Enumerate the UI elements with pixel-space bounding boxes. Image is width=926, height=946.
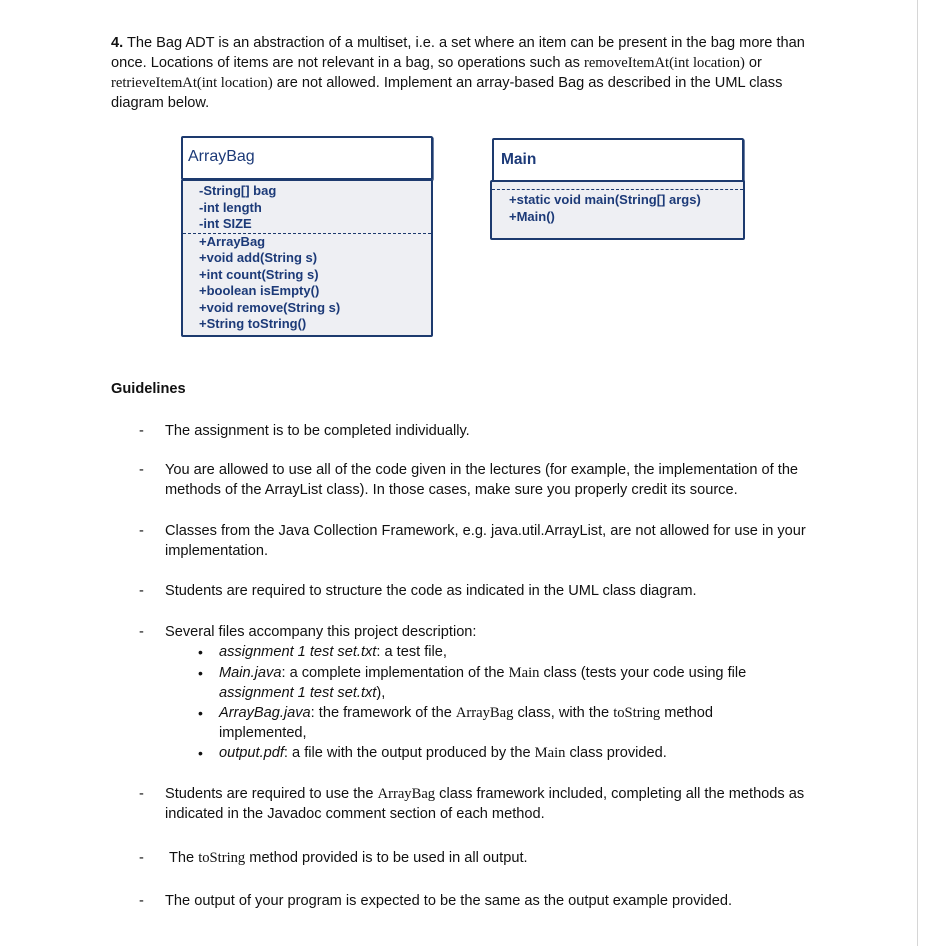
code-arraybag: ArrayBag	[455, 705, 514, 721]
uml-method: +void add(String s)	[199, 250, 318, 265]
question-number: 4.	[111, 35, 124, 51]
dash-marker: -	[139, 583, 144, 599]
guideline-text: The assignment is to be completed individually.	[165, 423, 470, 439]
file-desc: : the framework of the	[310, 705, 456, 721]
uml-arraybag-name: ArrayBag	[188, 148, 255, 165]
uml-attribute: -int SIZE	[199, 216, 252, 231]
uml-attribute: -String[] bag	[199, 183, 277, 198]
dash-marker: -	[139, 786, 144, 802]
uml-method: +ArrayBag	[199, 233, 266, 249]
uml-main-name: Main	[501, 151, 537, 168]
file-name: Main.java	[219, 665, 282, 681]
uml-arraybag-methods	[183, 234, 431, 333]
file-name: assignment 1 test set.txt	[219, 685, 377, 701]
file-name: ArrayBag.java	[219, 705, 311, 721]
question-paragraph	[111, 33, 816, 113]
uml-arraybag-attributes	[183, 183, 431, 233]
bullet-marker: •	[198, 745, 203, 761]
code-tostring: toString	[613, 705, 661, 721]
dash-marker: -	[139, 462, 144, 478]
guideline-text-part: The	[169, 850, 199, 866]
file-desc: class, with the	[513, 705, 614, 721]
uml-arraybag-body	[181, 179, 433, 337]
uml-method: +void remove(String s)	[199, 299, 341, 315]
guidelines-heading: Guidelines	[111, 381, 186, 397]
question-text-2: or	[744, 55, 762, 71]
code-retrieve-item-at: retrieveItemAt(int location)	[111, 75, 273, 91]
guideline-text: Students are required to structure the code as indicated in the UML class diagram.	[165, 583, 697, 599]
dash-marker: -	[139, 624, 144, 640]
guideline-text: Several files accompany this project description:	[165, 624, 477, 640]
uml-method: +String toString()	[199, 316, 307, 331]
uml-method: +static void main(String[] args)	[509, 192, 701, 207]
guideline-text-part: method provided is to be used in all output.	[245, 850, 528, 866]
file-name: output.pdf	[219, 745, 284, 761]
bullet-marker: •	[198, 644, 203, 660]
file-desc: ),	[376, 685, 386, 701]
bullet-marker: •	[198, 705, 203, 721]
uml-method: +boolean isEmpty()	[199, 283, 320, 298]
guideline-text-part: Students are required to use the	[165, 786, 378, 802]
code-arraybag: ArrayBag	[377, 786, 436, 802]
file-desc: : a test file,	[376, 644, 447, 660]
guideline-text: You are allowed to use all of the code given in the lectures (for example, the implementation of the methods of the ArrayList class). In those cases, make sure you properly credit its source.	[165, 462, 799, 498]
file-desc: : a complete implementation of the	[281, 665, 509, 681]
code-tostring: toString	[198, 850, 246, 866]
guideline-text: The output of your program is expected to be the same as the output example provided.	[165, 893, 733, 909]
uml-method: +Main()	[509, 208, 555, 224]
dash-marker: -	[139, 850, 144, 866]
question-text-1: The Bag ADT is an abstraction of a multiset, i.e. a set where an item can be present in the bag more than once. Locations of items are not relevant in a bag, so operations such as	[111, 35, 805, 71]
uml-main-header	[492, 138, 744, 182]
guideline-text	[165, 784, 815, 824]
question-text-3: are not allowed. Implement an array-based Bag as described in the UML class diagram below.	[111, 75, 783, 111]
dash-marker: -	[139, 523, 144, 539]
guideline-text	[169, 848, 819, 868]
code-main: Main	[534, 745, 566, 761]
dash-marker: -	[139, 423, 144, 439]
bullet-marker: •	[198, 665, 203, 681]
code-remove-item-at: removeItemAt(int location)	[583, 55, 745, 71]
uml-arraybag-header	[181, 136, 433, 180]
uml-method: +int count(String s)	[199, 266, 319, 282]
uml-attribute: -int length	[199, 199, 262, 215]
code-main: Main	[508, 665, 540, 681]
file-desc: method implemented,	[219, 705, 713, 741]
file-desc: class (tests your code using file	[539, 665, 747, 681]
dash-marker: -	[139, 893, 144, 909]
file-desc: class provided.	[565, 745, 667, 761]
file-desc: : a file with the output produced by the	[283, 745, 535, 761]
file-name: assignment 1 test set.txt	[219, 644, 377, 660]
guideline-text-part: class framework included, completing all the methods as indicated in the Javadoc comment section of each method.	[165, 786, 805, 822]
uml-main-body	[490, 180, 745, 240]
uml-main-methods	[492, 190, 743, 225]
guideline-text: Classes from the Java Collection Framework, e.g. java.util.ArrayList, are not allowed for use in your implementation.	[165, 523, 806, 559]
